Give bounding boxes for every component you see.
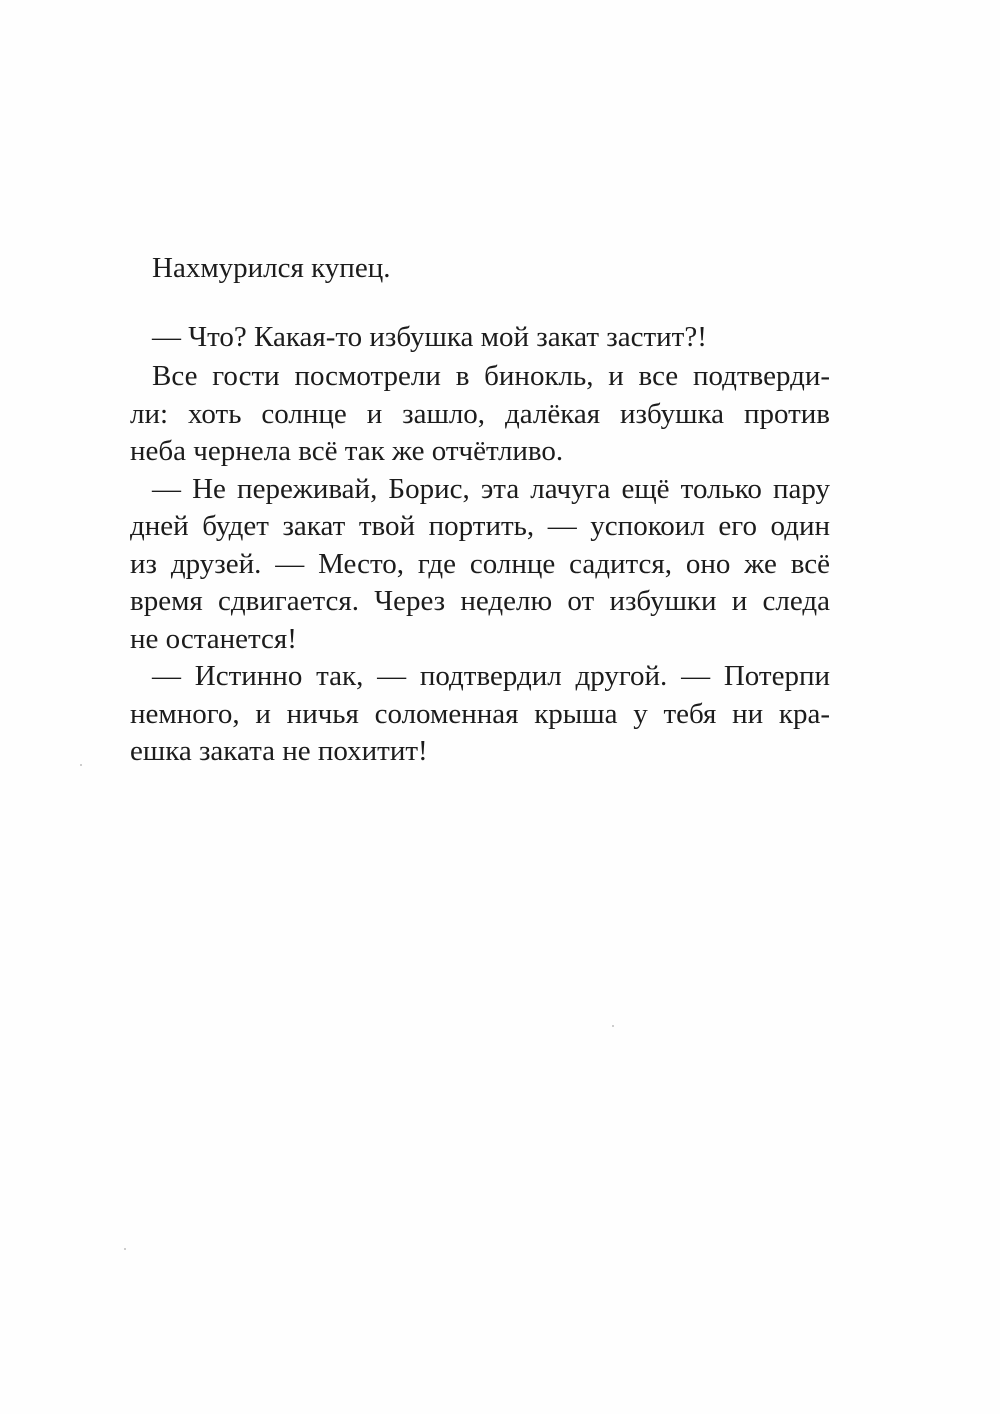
page-text xyxy=(130,250,830,771)
text-line: дней будет закат твой портить, — успокоил его один xyxy=(130,510,830,542)
text-line: не останется! xyxy=(130,622,297,655)
text-line: время сдвигается. Через неделю от избушки и следа xyxy=(130,585,830,617)
text-line: неба чернела всё так же отчётливо. xyxy=(130,435,564,467)
text-line: — Что? Какая-то избушка мой закат застит?! xyxy=(152,320,707,353)
text-line: Нахмурился купец. xyxy=(152,252,391,284)
text-line: немного, и ничья соломенная крыша у тебя ни кра- xyxy=(130,697,830,730)
text-line: — Истинно так, — подтвердил другой. — Потерпи xyxy=(152,660,830,692)
text-line: ли: хоть солнце и зашло, далёкая избушка против xyxy=(130,397,830,430)
scan-speck xyxy=(612,1025,614,1027)
scan-speck xyxy=(80,764,82,766)
paragraph-gap xyxy=(130,288,830,319)
scan-speck xyxy=(124,1248,126,1250)
text-line: — Не переживай, Борис, эта лачуга ещё только пару xyxy=(152,472,830,505)
text-line: Все гости посмотрели в бинокль, и все подтверди- xyxy=(152,360,830,392)
text-line: из друзей. — Место, где солнце садится, оно же всё xyxy=(130,547,830,580)
text-line: ешка заката не похитит! xyxy=(130,735,428,767)
